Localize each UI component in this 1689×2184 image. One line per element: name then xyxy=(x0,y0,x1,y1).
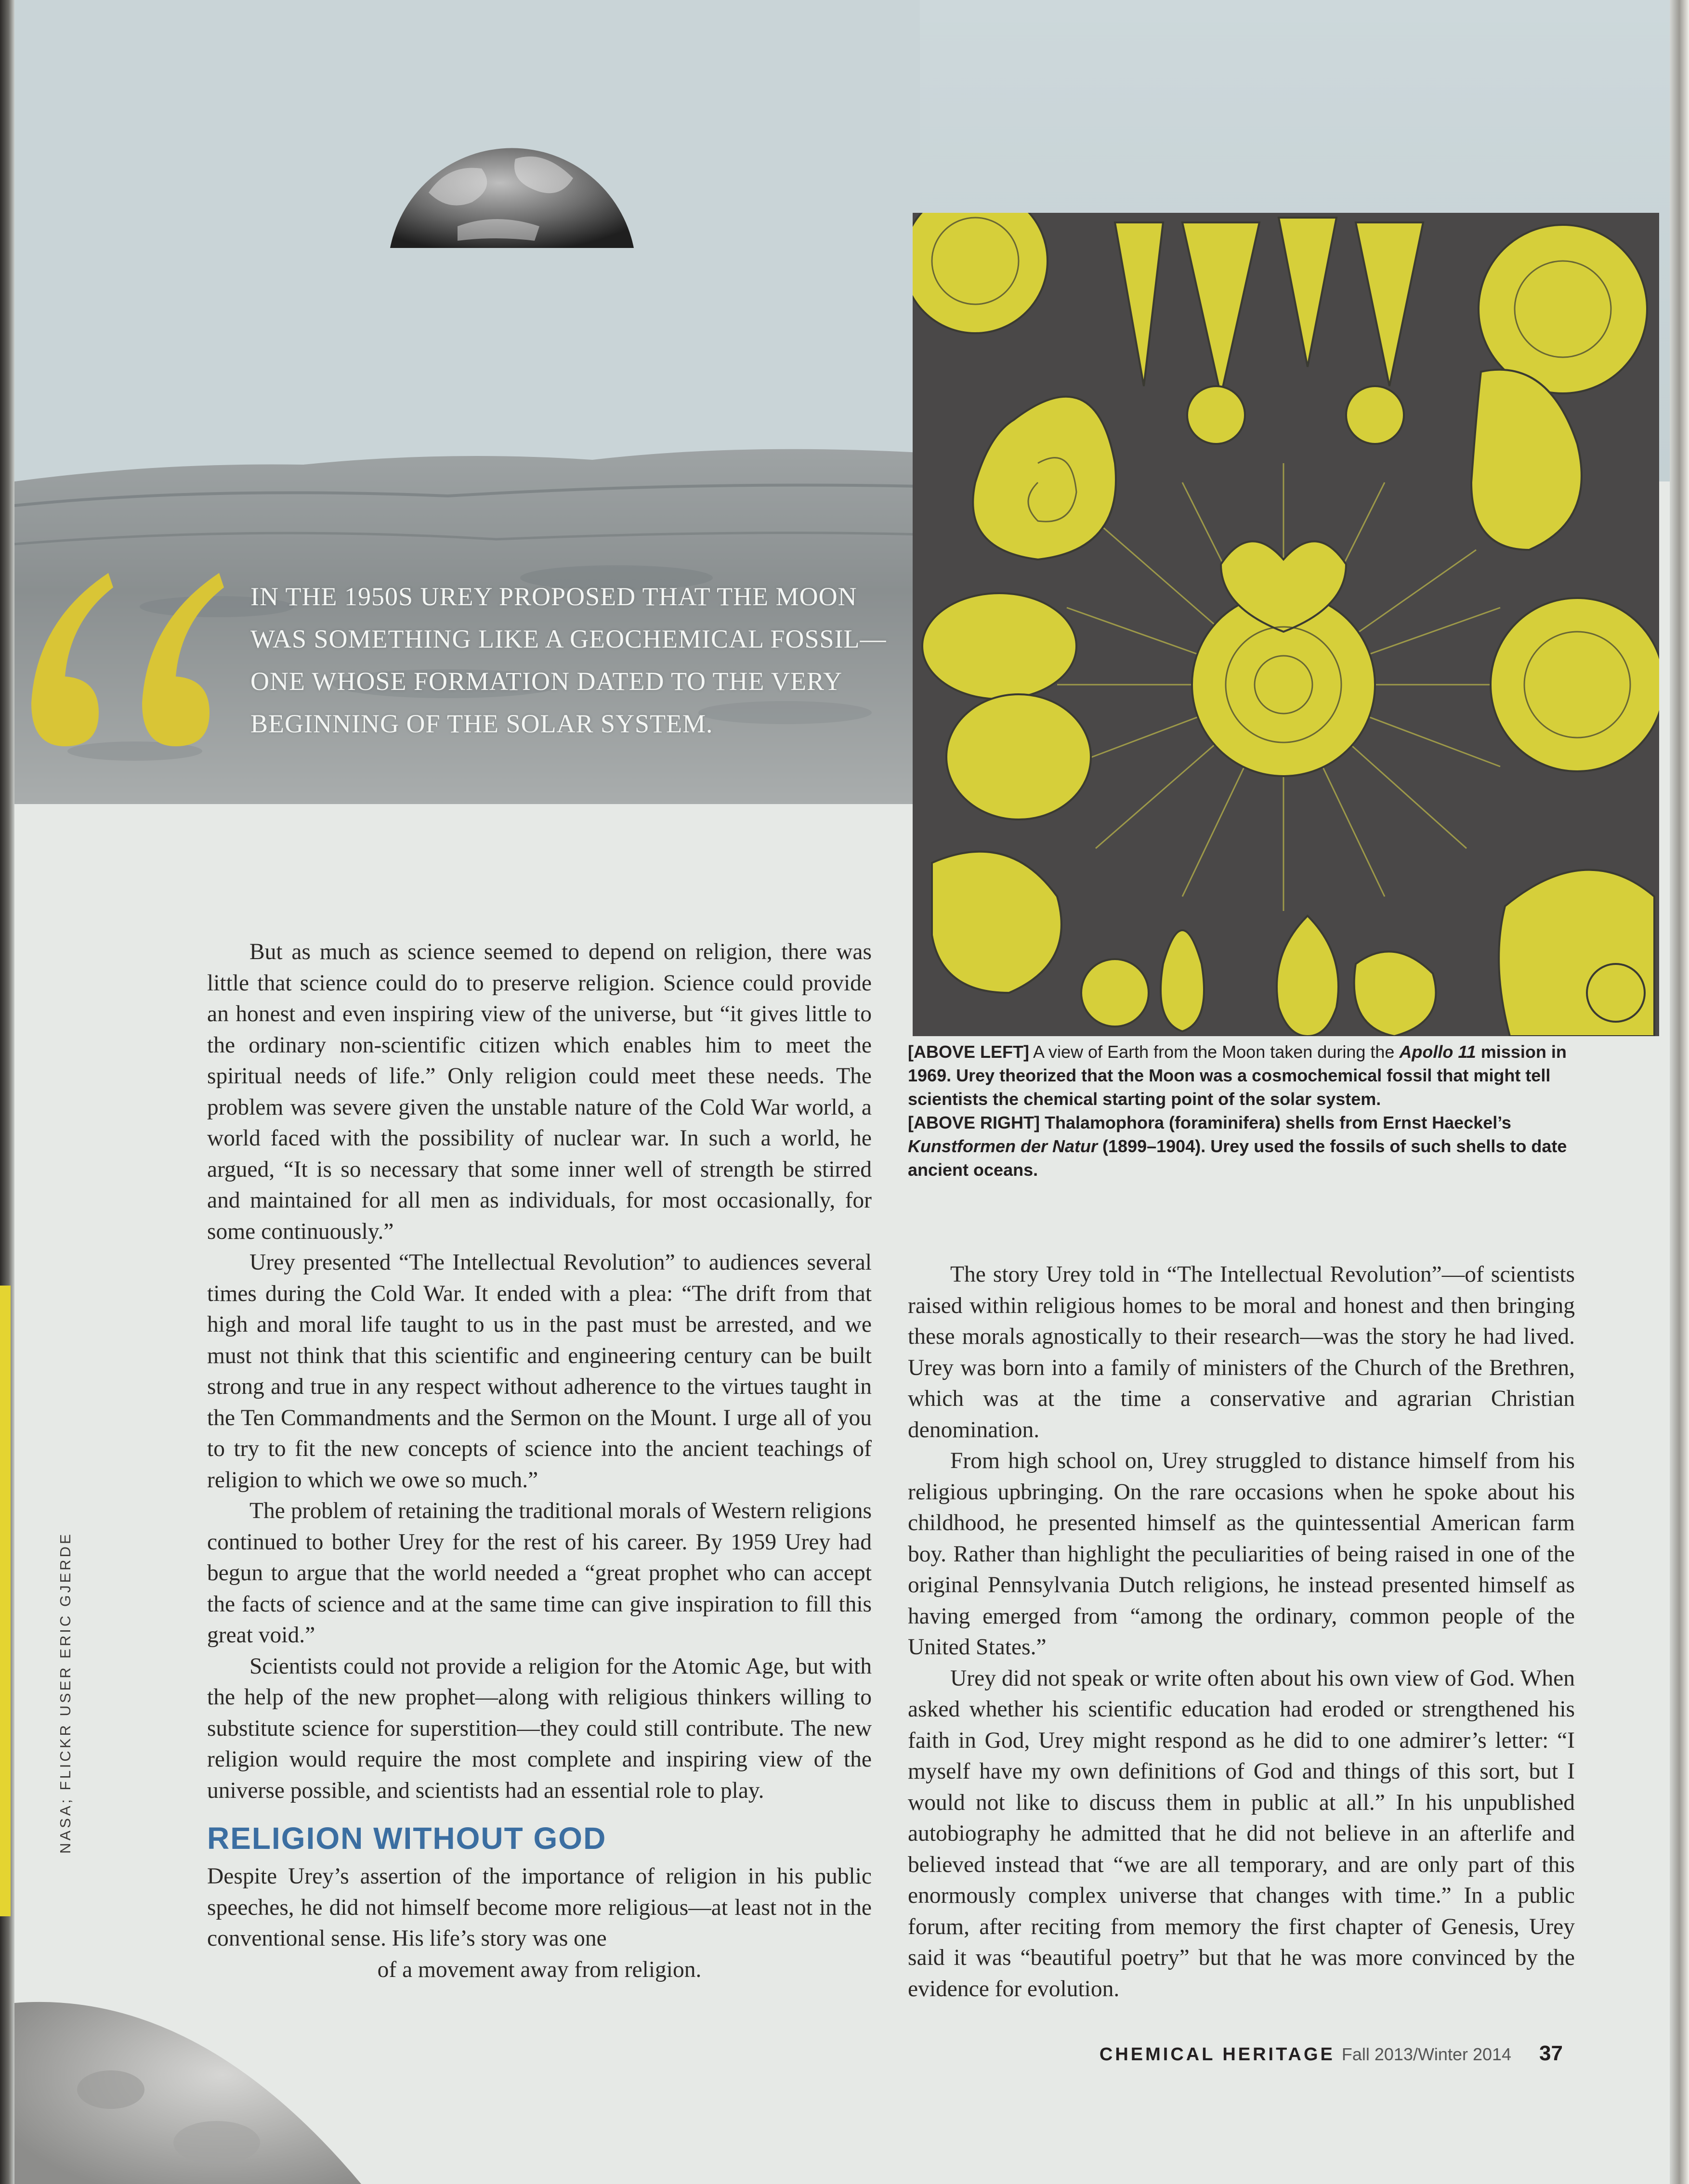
caption-text: Thalamophora (foraminifera) shells from Ernst Haeckel’s xyxy=(1040,1113,1511,1132)
caption-text: A view of Earth from the Moon taken during the xyxy=(1029,1042,1400,1062)
body-column-right xyxy=(908,1259,1575,2004)
paragraph: But as much as science seemed to depend on religion, there was little that science could do to preserve religion. Science could provide an honest and even inspiring view of the universe, but “it gives little to the ordinary non-scientific citizen which enables him to meet the spiritual needs of life.” Only religion could meet these needs. The problem was severe given the unstable nature of the Cold War world, a world faced with the possibility of nuclear war. In such a world, he argued, “It is so necessary that some inner well of strength be stirred and maintained for all men as individuals, for most occasionally, for some continuously.” xyxy=(207,939,872,1244)
caption-italic: Apollo 11 xyxy=(1399,1042,1476,1062)
pull-quote-line: ONE WHOSE FORMATION DATED TO THE VERY xyxy=(250,667,843,696)
pull-quote-line: BEGINNING OF THE SOLAR SYSTEM. xyxy=(250,709,713,738)
magazine-name: CHEMICAL HERITAGE xyxy=(1099,2044,1335,2065)
body-column-left xyxy=(207,936,872,1985)
photo-credit: NASA; FLICKR USER ERIC GJERDE xyxy=(57,1532,74,1854)
moon-corner-graphic xyxy=(14,1916,400,2184)
pull-quote xyxy=(250,575,915,745)
paragraph: Scientists could not provide a religion for the Atomic Age, but with the help of the new prophet—along with religious thinkers willing to substitute science for superstition—they could still contribute. The new religion would require the most complete and inspiring view of the universe possible, and scientists had an essential role to play. xyxy=(207,1653,872,1803)
paragraph: From high school on, Urey struggled to distance himself from his religious upbringing. On the rare occasions when he spoke about his childhood, he presented himself as the quintessential American farm boy. Rather than highlight the peculiarities of being raised in one of the original Pennsylvania Dutch religions, he instead presented himself as having emerged from “among the ordinary, common people of the United States.” xyxy=(908,1448,1575,1660)
paragraph: The story Urey told in “The Intellectual Revolution”—of scientists raised within religious homes to be moral and honest and then bringing these morals agnostically to their research—was the story he had lived. Urey was born into a family of ministers of the Church of the Brethren, which was at the time a conservative and agrarian Christian denomination. xyxy=(908,1262,1575,1443)
figure-caption xyxy=(908,1040,1582,1182)
paragraph: Urey presented “The Intellectual Revolution” to audiences several times during the Cold War. It ended with a plea: “The drift from that high and moral life taught to us in the past must be arrested, and we must not think that this scientific and engineering century can be built strong and true in any respect without adherence to the virtues taught in the Ten Commandments and the Sermon on the Mount. I urge all of you to try to fit the new concepts of science into the ancient teachings of religion to which we owe so much.” xyxy=(207,1250,872,1493)
page-right-edge xyxy=(1670,0,1689,2184)
caption-text: (1899–1904). Urey used the fossils of such shells to date ancient oceans. xyxy=(908,1136,1567,1180)
caption-text: mission in 1969. Urey theorized that the Moon was a cosmochemical fossil that might tell scientists the chemical starting point of the solar system. xyxy=(908,1042,1567,1109)
pull-quote-line: IN THE 1950S UREY PROPOSED THAT THE MOON xyxy=(250,582,857,611)
caption-italic: Kunstformen der Natur xyxy=(908,1136,1098,1156)
shells xyxy=(913,213,1659,1036)
paragraph: Urey did not speak or write often about his own view of God. When asked whether his scientific education had eroded or strengthened his faith in God, Urey might respond as he did to one admirer’s letter: “I myself have my own definitions of God and things of this sort, but I would not like to discuss them in public at all.” In his unpublished autobiography he admitted that he did not believe in an afterlife and believed instead that “we are all temporary, and are only part of this enormously complex universe that changes with time.” In a public forum, after reciting from memory the first chapter of Genesis, Urey said it was “beautiful poetry” but that he was more convinced by the evidence for evolution. xyxy=(908,1665,1575,2002)
yellow-margin-rule xyxy=(0,1286,11,1916)
section-heading: RELIGION WITHOUT GOD xyxy=(207,1821,607,1856)
pull-quote-line: WAS SOMETHING LIKE A GEOCHEMICAL FOSSIL— xyxy=(250,624,887,653)
paragraph: Despite Urey’s assertion of the importance of religion in his public speeches, he did not himself become more religious—at least not in the conventional sense. His life’s story was one xyxy=(207,1864,872,1951)
haeckel-plate-illustration xyxy=(913,213,1659,1036)
caption-label-left: [ABOVE LEFT] xyxy=(908,1042,1029,1062)
issue-date: Fall 2013/Winter 2014 xyxy=(1341,2044,1512,2064)
quote-mark-icon xyxy=(17,563,229,766)
page-footer xyxy=(1100,2041,1563,2066)
page-number: 37 xyxy=(1539,2041,1563,2065)
caption-label-right: [ABOVE RIGHT] xyxy=(908,1113,1040,1132)
paragraph: The problem of retaining the traditional morals of Western religions continued to bother Urey for the rest of his career. By 1959 Urey had begun to argue that the world needed a “great prophet who can accept the facts of science and at the same time can give inspiration to fill this great void.” xyxy=(207,1498,872,1648)
paragraph-last-line: of a movement away from religion. xyxy=(377,1957,702,1982)
